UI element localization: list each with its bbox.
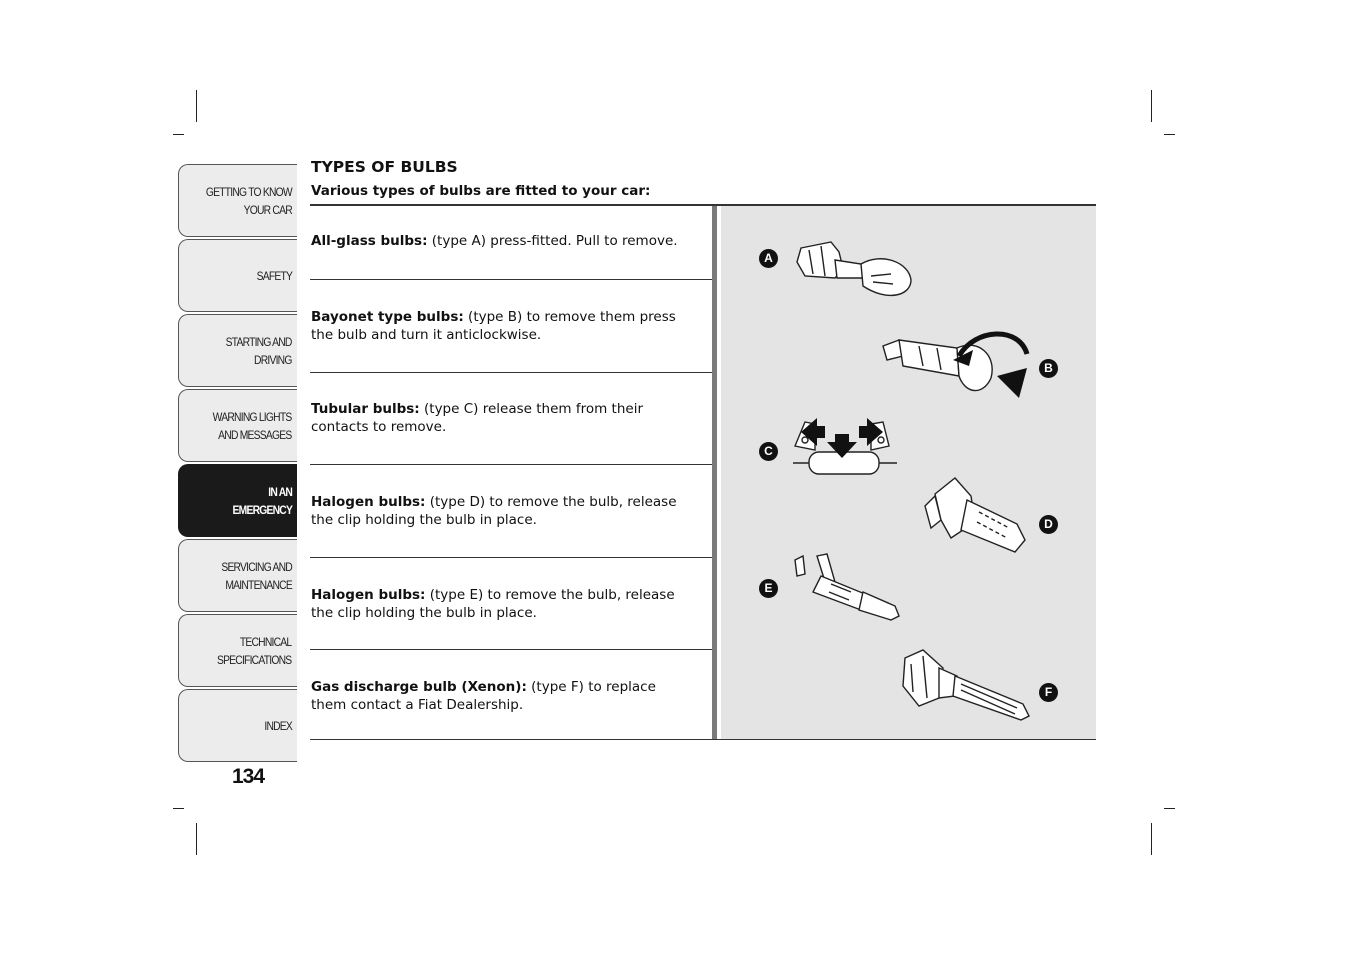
- bulb-f-illustration: [899, 646, 1034, 726]
- tab-technical[interactable]: [178, 614, 297, 687]
- bulb-c-illustration: [791, 416, 901, 486]
- tab-servicing[interactable]: [178, 539, 297, 612]
- chapter-tabs: [178, 164, 297, 764]
- bulb-row-c: [310, 373, 712, 465]
- bulb-description: (type E) to remove the bulb, release the clip holding the bulb in place.: [311, 587, 675, 621]
- tab-safety[interactable]: [178, 239, 297, 312]
- bulb-d-illustration: [921, 476, 1036, 561]
- crop-mark: [196, 823, 197, 855]
- page-number: 134: [232, 765, 265, 788]
- tab-label: STARTING AND DRIVING: [225, 334, 292, 367]
- bulb-a-illustration: [791, 238, 916, 308]
- bulb-name: Halogen bulbs:: [311, 494, 426, 510]
- crop-mark: [173, 808, 184, 809]
- table-divider: [310, 739, 1096, 740]
- crop-mark: [196, 90, 197, 122]
- tab-label: SAFETY: [256, 268, 292, 283]
- tab-in-an-emergency[interactable]: [178, 464, 297, 537]
- bulb-name: All-glass bulbs:: [311, 233, 428, 249]
- tab-starting-driving[interactable]: [178, 314, 297, 387]
- tab-label: SERVICING AND MAINTENANCE: [221, 559, 292, 592]
- marker-a: A: [759, 249, 778, 268]
- bulb-row-d: [310, 465, 712, 558]
- crop-mark: [1151, 823, 1152, 855]
- bulb-list: [310, 206, 712, 740]
- tab-getting-to-know[interactable]: [178, 164, 297, 237]
- bulb-row-b: [310, 280, 712, 373]
- section-subtitle: Various types of bulbs are fitted to your car:: [311, 183, 651, 199]
- tab-label: INDEX: [264, 718, 292, 733]
- bulb-description: (type A) press-fitted. Pull to remove.: [427, 233, 678, 249]
- crop-mark: [1164, 808, 1175, 809]
- bulb-description: (type D) to remove the bulb, release the clip holding the bulb in place.: [311, 494, 677, 528]
- marker-e: E: [759, 579, 778, 598]
- crop-mark: [173, 134, 184, 135]
- tab-index[interactable]: [178, 689, 297, 762]
- bulb-row-e: [310, 558, 712, 650]
- marker-d: D: [1039, 515, 1058, 534]
- marker-f: F: [1039, 683, 1058, 702]
- marker-b: B: [1039, 359, 1058, 378]
- bulb-row-f: [310, 650, 712, 740]
- tab-warning-lights[interactable]: [178, 389, 297, 462]
- bulb-row-a: [310, 206, 712, 280]
- column-separator: [712, 206, 717, 740]
- tab-label: IN AN EMERGENCY: [232, 484, 292, 517]
- bulb-name: Gas discharge bulb (Xenon):: [311, 679, 527, 695]
- bulb-description: (type F) to replace them contact a Fiat Dealership.: [311, 679, 656, 713]
- tab-label: GETTING TO KNOW YOUR CAR: [205, 184, 292, 217]
- bulb-description: (type B) to remove them press the bulb and turn it anticlockwise.: [311, 309, 676, 343]
- crop-mark: [1151, 90, 1152, 122]
- bulb-e-illustration: [791, 552, 906, 627]
- bulb-name: Halogen bulbs:: [311, 587, 426, 603]
- crop-mark: [1164, 134, 1175, 135]
- marker-c: C: [759, 442, 778, 461]
- bulb-description: (type C) release them from their contacts to remove.: [311, 401, 643, 435]
- bulb-name: Tubular bulbs:: [311, 401, 420, 417]
- bulb-b-illustration: [879, 326, 1039, 406]
- bulb-figure: [721, 206, 1096, 739]
- bulb-name: Bayonet type bulbs:: [311, 309, 464, 325]
- section-title: TYPES OF BULBS: [311, 158, 458, 176]
- tab-label: WARNING LIGHTS AND MESSAGES: [213, 409, 292, 442]
- tab-label: TECHNICAL SPECIFICATIONS: [217, 634, 292, 667]
